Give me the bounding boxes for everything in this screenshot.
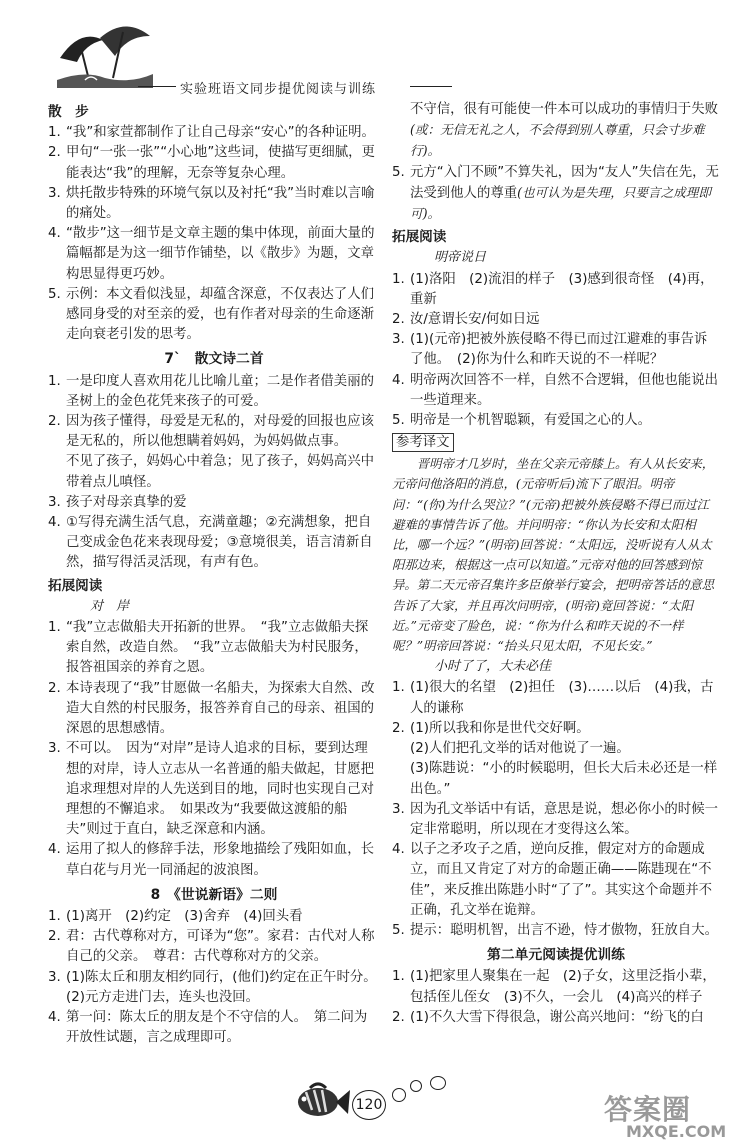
answer-list-mingdi	[392, 270, 720, 432]
answer-item: 5. 示例：本文看似浅显，却蕴含深意，不仅表达了人们感同身受的对至亲的爱，也有作者对母亲的生命逐渐走向衰老引发的思考。	[48, 286, 374, 343]
answer-continuation: (2)人们把孔文举的话对他说了一遍。	[410, 741, 630, 757]
watermark-logo: 答案圈	[604, 1093, 692, 1126]
watermark-url: MXQE.COM	[626, 1122, 727, 1141]
answer-item: 5. 元方“入门不顾”不算失礼，因为“友人”失信在先，无法受到他人的尊重(也可认为是失理，只要言之成理即可)。	[392, 164, 719, 222]
answer-item: 2. (1)不久大雪下得很急，谢公高兴地问：“纷飞的白	[392, 1009, 704, 1025]
answer-item: 1. “我”立志做船夫开拓新的世界。 “我”立志做船夫探索自然，改造自然。 “我”立志做船夫为村民服务，报答祖国亲的养育之恩。	[48, 620, 369, 676]
answer-list-sanwenshi	[48, 372, 380, 574]
answer-item: 2. 因为孩子懂得，母爱是无私的，对母爱的回报也应该是无私的，所以他想瞒着妈妈，为妈妈做点事。	[48, 414, 374, 450]
reference-translation: 晋明帝才几岁时，坐在父亲元帝膝上。有人从长安来，元帝问他洛阳的消息，(元帝听后)流下了眼泪。明帝问：“(你)为什么哭泣？”(元帝)把被外族侵略不得已而过江避难的事情告诉了他。并问明帝：“你认为长安和太阳相比，哪一个远？”(明帝)回答说：“太阳远，没听说有人从太阳那边来，根据这一点可以知道。”元帝对他的回答感到惊异。第二天元帝召集许多臣僚举行宴会，把明帝答话的意思告诉了大家，并且再次问明帝，(明帝)竟回答说：“太阳近。”元帝变了脸色，说：“你为什么和昨天说的不一样呢？”明帝回答说：“抬头只见太阳，不见长安。”	[392, 456, 715, 654]
bubble-icon	[430, 1076, 446, 1090]
answer-item: 4. 第一问：陈太丘的朋友是个不守信的人。 第二问为开放性试题，言之成理即可。	[48, 1009, 368, 1046]
bubble-icon	[410, 1080, 422, 1092]
fish-icon	[292, 1080, 350, 1120]
extension-subtitle: 明帝说日	[434, 250, 487, 266]
extension-subtitle: 小时了了，大未必佳	[434, 659, 552, 675]
answer-item: 1. (1)把家里人聚集在一起 (2)子女，这里泛指小辈，包括侄儿侄女 (3)不久，一会儿 (4)高兴的样子	[392, 969, 716, 1005]
answer-item: 4. 明帝两次回答不一样，自然不合逻辑，但他也能说出一些道理来。	[392, 372, 718, 408]
answer-item: 3. 孩子对母亲真挚的爱	[48, 494, 187, 510]
answer-item: 1. (1)洛阳 (2)流泪的样子 (3)感到很奇怪 (4)再，重新	[392, 271, 714, 307]
bubble-icon	[392, 1088, 406, 1102]
right-column	[392, 100, 720, 1028]
answer-item: 2. 汝/意谓长安/何如日远	[392, 312, 540, 328]
section-heading-unit2: 第二单元阅读提优训练	[487, 947, 625, 964]
answer-item: 3. (1)陈太丘和朋友相约同行，(他们)约定在正午时分。 (2)元方走进门去，连头也没回。	[48, 969, 384, 1005]
answer-item: 5. 提示：聪明机智，出言不逊，恃才傲物，狂放自大。	[392, 922, 718, 938]
umbrella-logo-icon	[55, 18, 155, 88]
answer-list-xiaoshi	[392, 678, 720, 941]
answer-item: 3. (1)(元帝)把被外族侵略不得已而过江避难的事告诉了他。 (2)你为什么和昨天说的不一样呢？	[392, 332, 708, 368]
header-title: 实验班语文同步提优阅读与训练	[180, 82, 377, 97]
page-number: 120	[352, 1090, 386, 1120]
extension-subtitle: 对 岸	[90, 598, 130, 614]
answer-item: 1. (1)很大的名望 (2)担任 (3)……以后 (4)我，古人的谦称	[392, 680, 714, 716]
answer-continuation: 不守信，很有可能使一件本可以成功的事情归于失败(或：无信无礼之人，不会得到别人尊重，只会寸步难行)。	[410, 102, 718, 159]
answer-continuation: (3)陈韪说：“小的时候聪明，但长大后未必还是一样出色。”	[410, 761, 718, 797]
answer-item: 3. 因为孔文举话中有话，意思是说，想必你小的时候一定非常聪明，所以现在才变得这么笨。	[392, 801, 718, 837]
header-rule-left	[138, 86, 176, 87]
answer-item: 5. 明帝是一个机智聪颖，有爱国之心的人。	[392, 413, 652, 429]
answer-item: 2. 君：古代尊称对方，可译为“您”。家君：古代对人称自己的父亲。 尊君：古代尊称对方的父亲。	[48, 929, 375, 965]
answer-item: 4. 运用了拟人的修辞手法，形象地描绘了残阳如血，长草白花与月光一同涌起的波浪图。	[48, 842, 374, 878]
answer-item: 3. 烘托散步特殊的环境气氛以及衬托“我”当时难以言喻的痛处。	[48, 185, 375, 222]
header-rule-right	[410, 86, 452, 87]
answer-list-sanbu	[48, 123, 380, 345]
section-heading-extension: 拓展阅读	[392, 229, 447, 246]
answer-item: 4. ①写得充满生活气息，充满童趣；②充满想象，把自己变成金色花来表现母爱；③意境很美，语言清新自然，描写得活灵活现，有声有色。	[48, 515, 373, 571]
left-column	[48, 100, 384, 1048]
answer-item: 2. 本诗表现了“我”甘愿做一名船夫，为探索大自然、改造大自然的村民服务，报答养育自己的母亲、祖国的深恩的思想感情。	[48, 680, 375, 737]
answer-list-unit2	[392, 967, 720, 1028]
section-heading-sanbu: 散 步	[48, 104, 89, 120]
answer-item: 4. 以子之矛攻子之盾，逆向反推，假定对方的命题成立，而且又肯定了对方的命题正确——陈韪现在“不佳”，来反推出陈韪小时“了了”。其实这个命题并不正确，孔文举在诡辩。	[392, 842, 713, 918]
answer-item: 2. (1)所以我和你是世代交好啊。	[392, 720, 590, 736]
answer-list-shishuo	[48, 907, 384, 1048]
answer-item: 2. 甲句“一张一张”“小心地”这些词，使描写更细腻，更能表达“我”的理解，无奈等复杂心理。	[48, 145, 375, 181]
section-heading-extension: 拓展阅读	[48, 577, 103, 594]
section-heading-sanwenshi: 7` 散文诗二首	[164, 351, 264, 368]
answer-item: 1. “我”和家萱都制作了让自己母亲“安心”的各种证明。	[48, 125, 375, 141]
section-heading-shishuo: 8 《世说新语》二则	[150, 886, 278, 903]
answer-item: 3. 不可以。 因为“对岸”是诗人追求的目标，要到达理想的对岸，诗人立志从一名普通的船夫做起，甘愿把追求理想对岸的人先送到目的地，同时也实现自己对理想的不懈追求。 如果改为“我要做这渡船的船夫”则过于直白，缺乏深意和内涵。	[48, 741, 374, 838]
reference-translation-label: 参考译文	[392, 433, 454, 452]
answer-item: 1. (1)离开 (2)约定 (3)舍弃 (4)回头看	[48, 908, 303, 924]
answer-list-duian	[48, 618, 380, 881]
answer-item: 1. 一是印度人喜欢用花儿比喻儿童；二是作者借美丽的圣树上的金色花凭来孩子的可爱。	[48, 373, 374, 409]
answer-continuation: 不见了孩子，妈妈心中着急；见了孩子，妈妈高兴中带着点儿嗔怪。	[66, 454, 374, 490]
answer-item: 4. “散步”这一细节是文章主题的集中体现，前面大量的篇幅都是为这一细节作铺垫，以《散步》为题，文章构思显得更巧妙。	[48, 226, 375, 282]
